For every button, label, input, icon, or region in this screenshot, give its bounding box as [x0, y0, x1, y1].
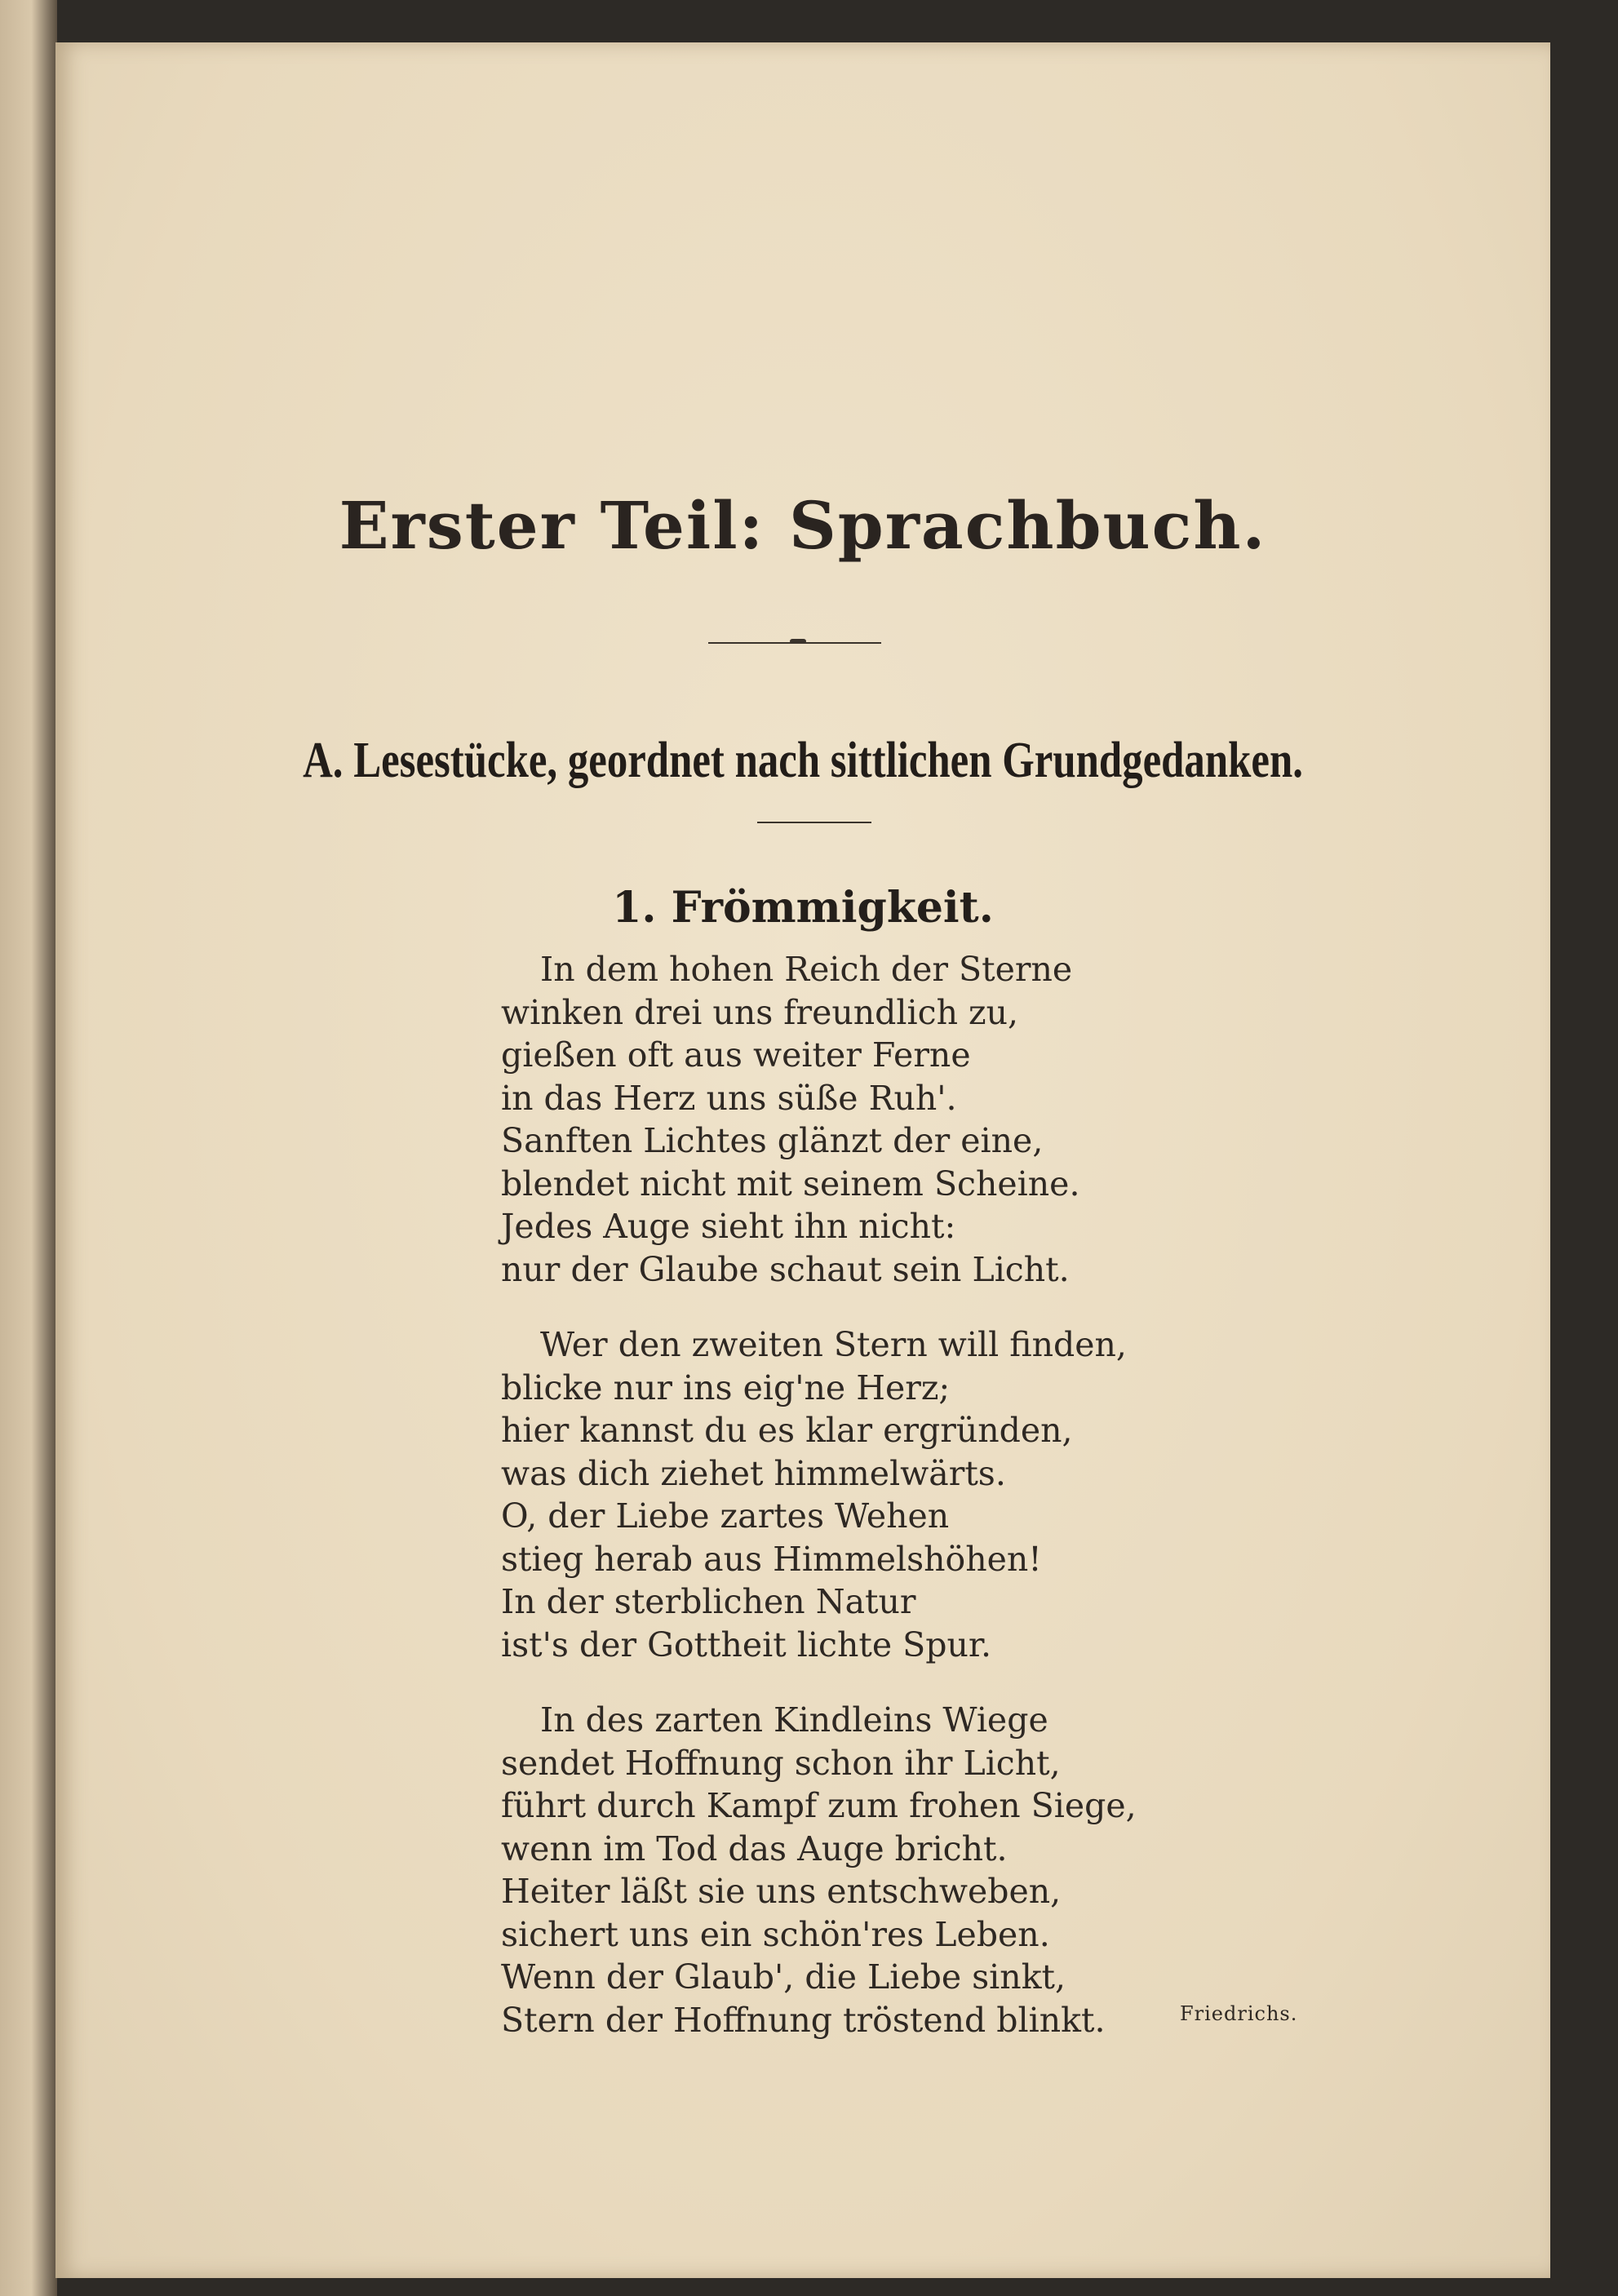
poem-line: In dem hohen Reich der Sterne	[540, 950, 1073, 989]
poem-line: blendet nicht mit seinem Scheine.	[501, 1164, 1080, 1203]
part-title: Erster Teil: Sprachbuch.	[339, 487, 1267, 564]
section-title: A. Lesestücke, geordnet nach sittlichen Grundgedanken.	[303, 733, 1303, 788]
poem-line: blicke nur ins eig'ne Herz;	[501, 1367, 951, 1407]
stanza-2	[501, 1323, 1235, 1666]
poem-line: sichert uns ein schön'res Leben.	[501, 1914, 1050, 1954]
poem-line: In der sterblichen Natur	[501, 1582, 916, 1621]
poem-author: Friedrichs.	[1180, 2002, 1298, 2025]
poem-line: winken drei uns freundlich zu,	[501, 992, 1019, 1032]
poem-line: ist's der Gottheit lichte Spur.	[501, 1624, 992, 1664]
poem-line: was dich ziehet himmelwärts.	[501, 1453, 1006, 1493]
stanza-3	[501, 1699, 1235, 2041]
ornamental-rule-center	[790, 639, 806, 644]
stanza-1	[501, 948, 1235, 1291]
poem-line: nur der Glaube schaut sein Licht.	[501, 1249, 1070, 1289]
poem-line: Heiter läßt sie uns entschweben,	[501, 1872, 1062, 1911]
poem-line: In des zarten Kindleins Wiege	[540, 1700, 1048, 1740]
poem-line: Wenn der Glaub', die Liebe sinkt,	[501, 1957, 1066, 1997]
poem-line: Sanften Lichtes glänzt der eine,	[501, 1121, 1044, 1160]
poem-line: in das Herz uns süße Ruh'.	[501, 1078, 957, 1118]
adjacent-page-edge	[0, 0, 57, 2296]
poem-line: Wer den zweiten Stern will finden,	[540, 1325, 1127, 1364]
poem-body	[501, 948, 1235, 2074]
poem-line: Jedes Auge sieht ihn nicht:	[501, 1207, 956, 1246]
poem-line: wenn im Tod das Auge bricht.	[501, 1828, 1008, 1868]
poem-line: O, der Liebe zartes Wehen	[501, 1496, 950, 1536]
poem-line: hier kannst du es klar ergründen,	[501, 1411, 1073, 1450]
poem-line: gießen oft aus weiter Ferne	[501, 1035, 971, 1075]
section-rule	[757, 822, 871, 823]
poem-line: führt durch Kampf zum frohen Siege,	[501, 1786, 1137, 1825]
book-page	[55, 42, 1550, 2278]
poem-line: sendet Hoffnung schon ihr Licht,	[501, 1743, 1061, 1783]
poem-line: stieg herab aus Himmelshöhen!	[501, 1539, 1042, 1579]
poem-title: 1. Frömmigkeit.	[612, 883, 994, 933]
poem-line: Stern der Hoffnung tröstend blinkt.	[501, 2000, 1106, 2040]
